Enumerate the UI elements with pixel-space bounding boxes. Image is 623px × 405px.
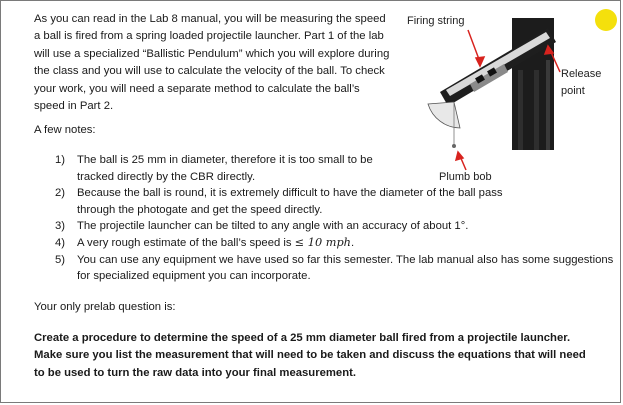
list-text: A very rough estimate of the ball’s speed is bbox=[77, 236, 295, 249]
speed-estimate-math: ≤ 10 mph bbox=[294, 235, 351, 249]
list-text: The ball is 25 mm in diameter, therefore it is too small to be tracked directly by the CBR directly. bbox=[77, 154, 373, 183]
list-item bbox=[55, 252, 615, 285]
prelab-heading: Your only prelab question is: bbox=[34, 301, 176, 313]
list-number: 1) bbox=[55, 154, 66, 166]
list-number: 5) bbox=[55, 253, 66, 266]
list-number: 4) bbox=[55, 236, 66, 249]
prelab-task: Create a procedure to determine the speed of a 25 mm diameter ball fired from a projectile launcher. Make sure you list the measurement that will need to be taken and discuss the equations that will need to be used to turn the raw data into your final measurement. bbox=[34, 332, 586, 379]
notes-heading: A few notes: bbox=[34, 124, 96, 136]
protractor bbox=[428, 102, 460, 128]
list-item bbox=[55, 152, 392, 185]
list-text: Because the ball is round, it is extremely difficult to have the diameter of the ball pass through the photogate and get the speed directly. bbox=[77, 187, 503, 216]
list-item bbox=[55, 218, 615, 235]
ball bbox=[595, 9, 617, 31]
notes-list bbox=[55, 152, 615, 285]
intro-paragraph: As you can read in the Lab 8 manual, you will be measuring the speed a ball is fired from a spring loaded projectile launcher. Part 1 of the lab will use a specialized “Ballistic Pendulum” which you will explore during the class and you will use to calculate the velocity of the ball. To check your work, you will need a separate method to calculate the ball’s speed in Part 2. bbox=[34, 13, 390, 113]
plumb-bob bbox=[452, 144, 456, 148]
list-number: 2) bbox=[55, 187, 66, 200]
list-text: The projectile launcher can be tilted to any angle with an accuracy of about 1°. bbox=[77, 220, 469, 233]
list-text: You can use any equipment we have used so far this semester. The lab manual also has some suggestions for specialized equipment you can incorporate. bbox=[77, 253, 614, 283]
label-firing-string: Firing string bbox=[407, 15, 465, 27]
list-number: 3) bbox=[55, 220, 66, 233]
label-plumb-bob: Plumb bob bbox=[439, 171, 492, 183]
label-release-point: Release point bbox=[561, 68, 602, 97]
list-item bbox=[55, 235, 615, 252]
list-text-end: . bbox=[350, 236, 355, 249]
list-item bbox=[55, 185, 517, 218]
